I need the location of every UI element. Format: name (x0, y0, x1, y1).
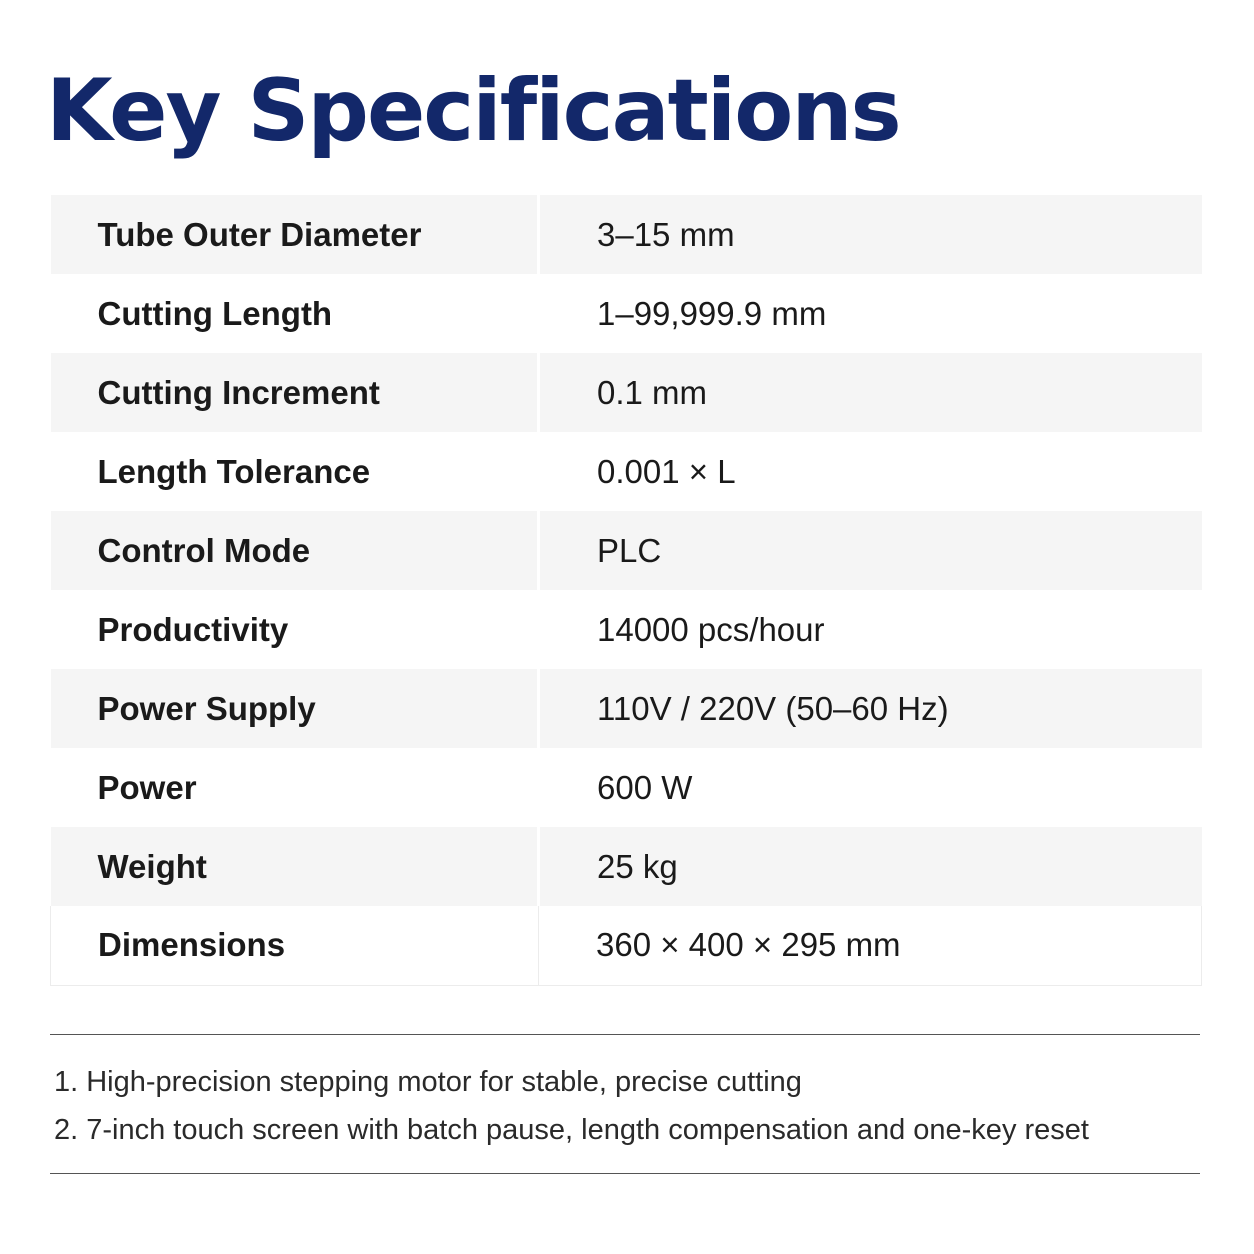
spec-value: 25 kg (539, 827, 1202, 906)
table-row (51, 669, 1202, 748)
spec-label: Cutting Increment (51, 353, 539, 432)
table-row (51, 432, 1202, 511)
spec-value: 600 W (539, 748, 1202, 827)
table-row (51, 511, 1202, 590)
spec-label: Productivity (51, 590, 539, 669)
spec-label: Weight (51, 827, 539, 906)
spec-value: 14000 pcs/hour (539, 590, 1202, 669)
table-row (51, 353, 1202, 432)
table-row (51, 195, 1202, 274)
spec-value: 0.1 mm (539, 353, 1202, 432)
spec-value: PLC (539, 511, 1202, 590)
table-row (51, 827, 1202, 906)
spec-label: Power Supply (51, 669, 539, 748)
note-item: 2. 7-inch touch screen with batch pause, length compensation and one-key reset (54, 1114, 1089, 1146)
table-row (51, 274, 1202, 353)
spec-label: Length Tolerance (51, 432, 539, 511)
note-item: 1. High-precision stepping motor for stable, precise cutting (54, 1066, 802, 1098)
spec-label: Tube Outer Diameter (51, 195, 539, 274)
spec-label: Cutting Length (51, 274, 539, 353)
spec-value: 3–15 mm (539, 195, 1202, 274)
feature-notes (54, 1058, 1089, 1154)
divider-top (50, 1034, 1200, 1035)
spec-label: Dimensions (51, 906, 539, 985)
spec-value: 1–99,999.9 mm (539, 274, 1202, 353)
table-row (51, 748, 1202, 827)
divider-bottom (50, 1173, 1200, 1174)
spec-value: 110V / 220V (50–60 Hz) (539, 669, 1202, 748)
table-row (51, 906, 1202, 985)
spec-label: Power (51, 748, 539, 827)
spec-value: 0.001 × L (539, 432, 1202, 511)
spec-table (50, 195, 1202, 986)
spec-label: Control Mode (51, 511, 539, 590)
table-row (51, 590, 1202, 669)
spec-value: 360 × 400 × 295 mm (539, 906, 1202, 985)
page-title: Key Specifications (46, 61, 900, 161)
